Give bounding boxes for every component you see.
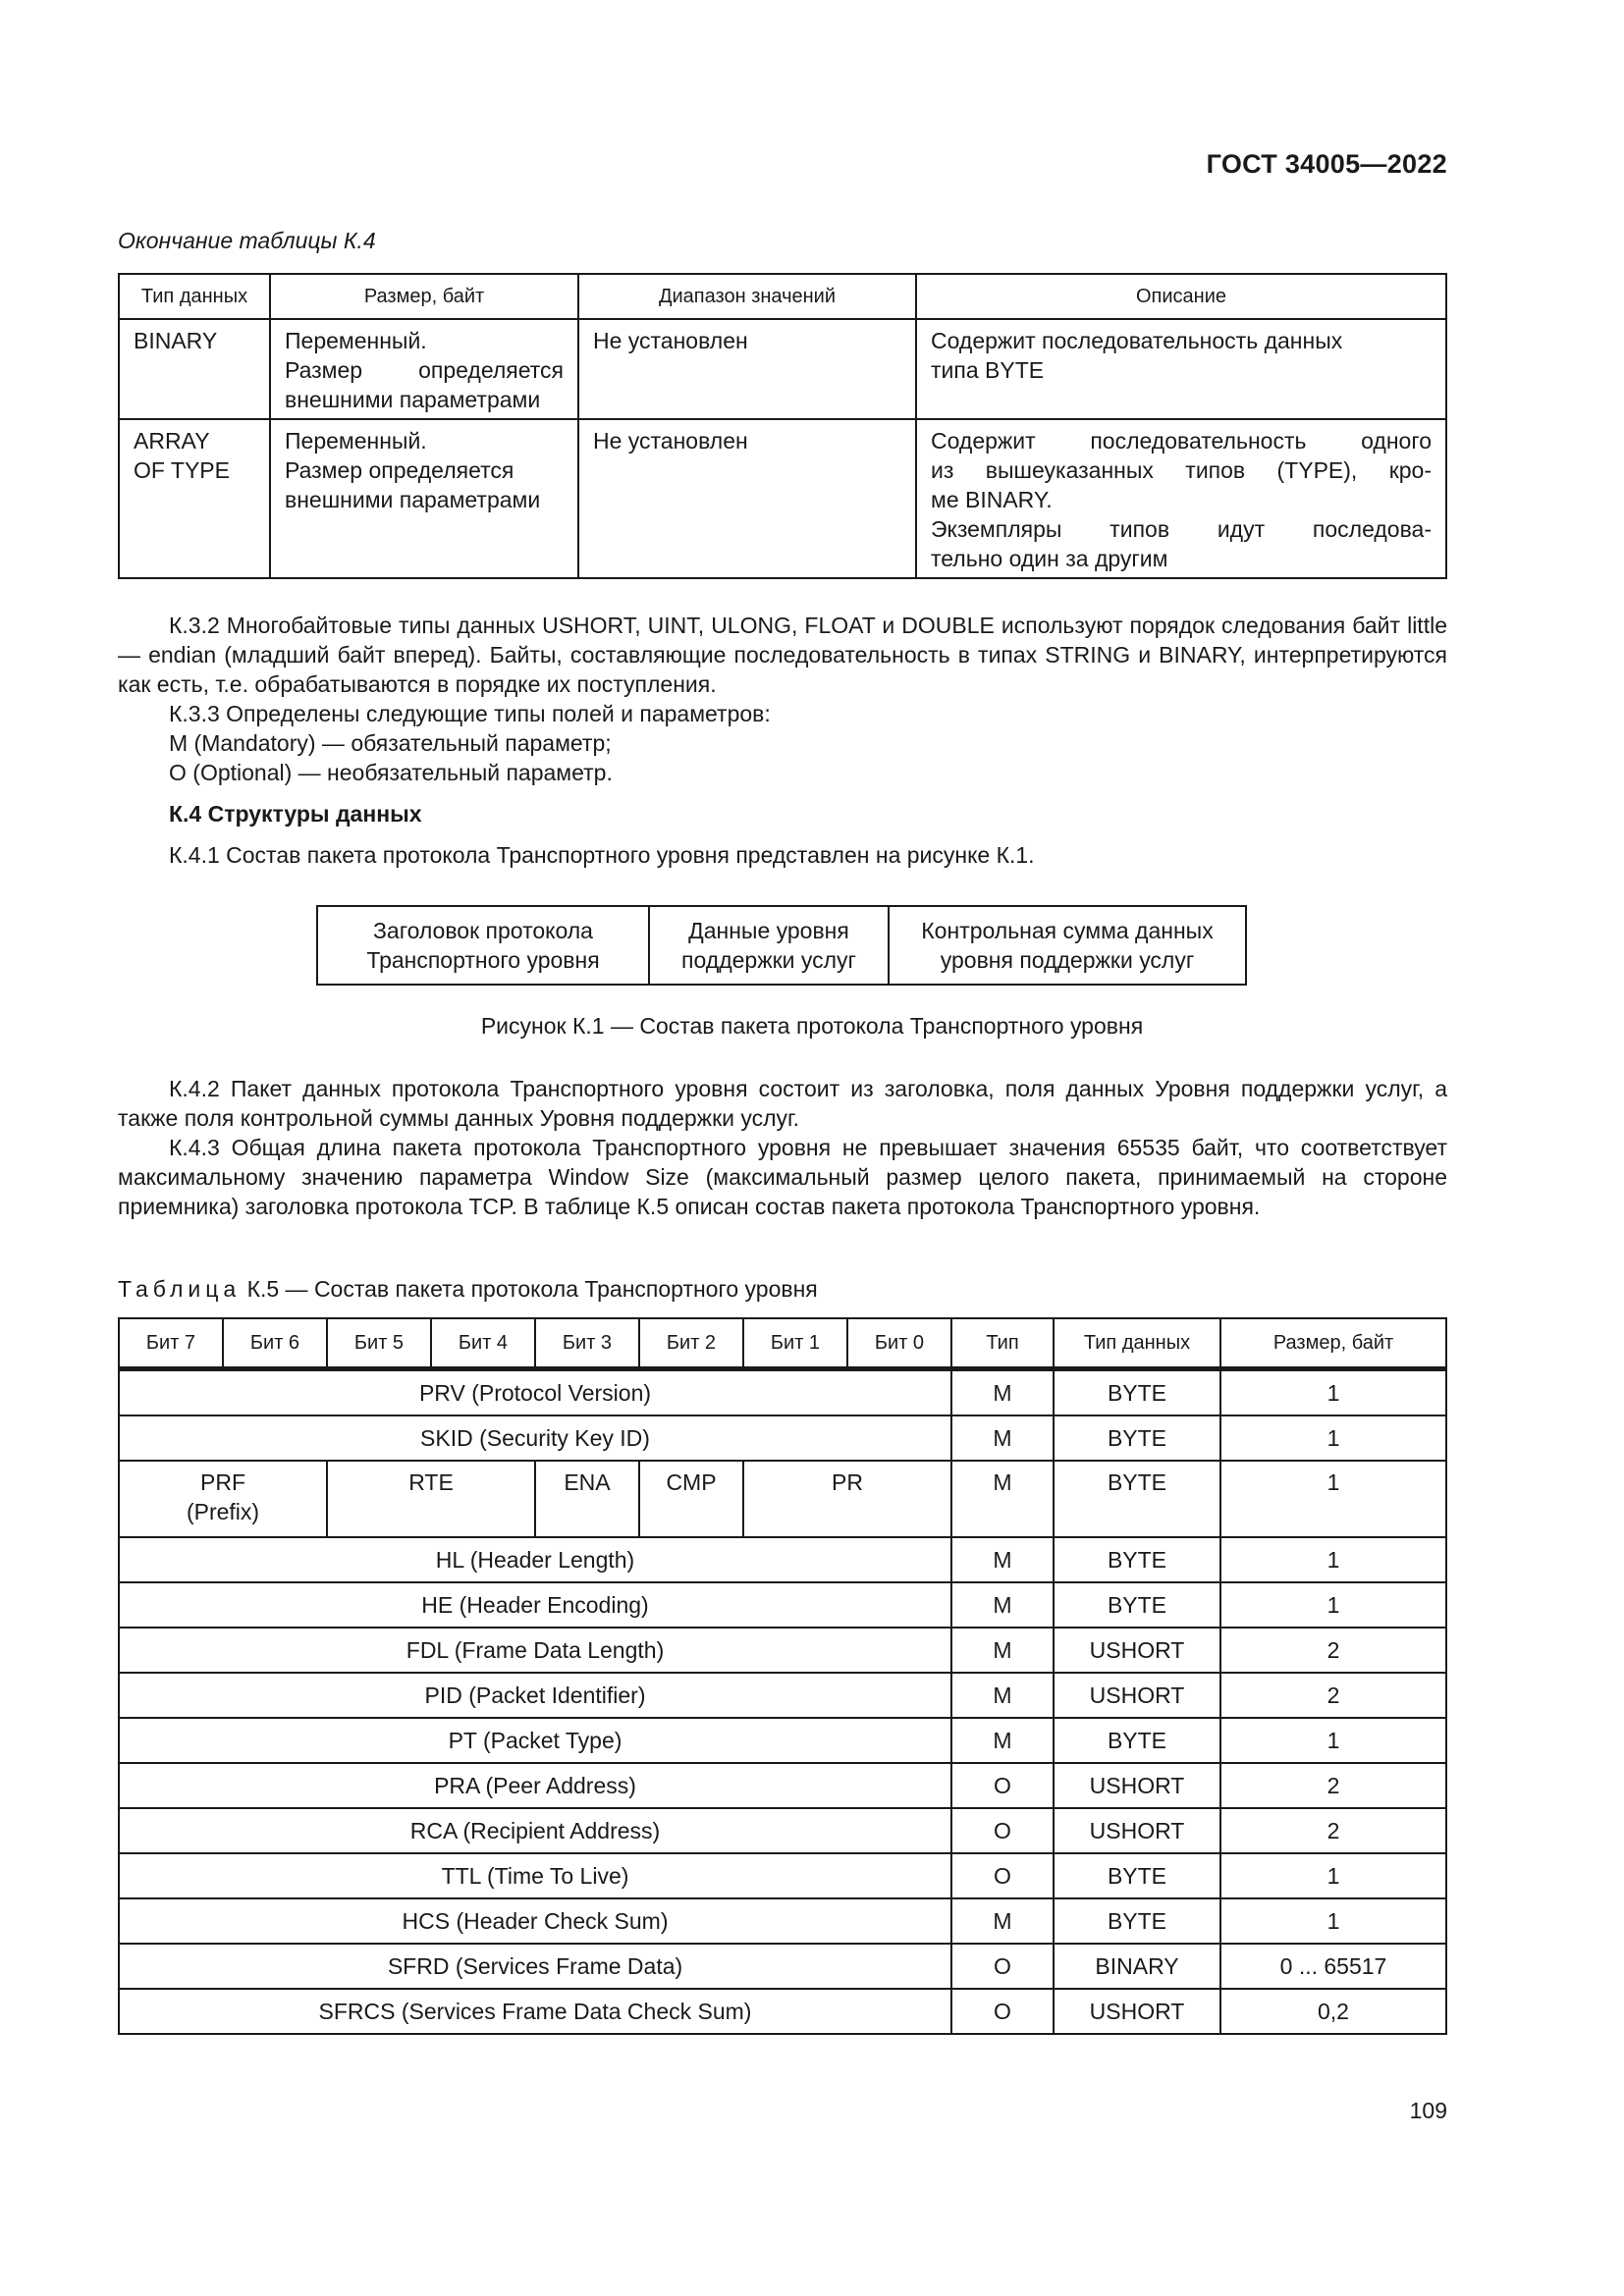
cell-line: Содержит последовательность данных	[931, 328, 1343, 353]
cell-size	[270, 419, 578, 578]
cell-field: PRV (Protocol Version)	[119, 1369, 951, 1416]
column-header: Бит 6	[223, 1318, 327, 1369]
cell-dtype: USHORT	[1054, 1763, 1220, 1808]
column-header: Бит 3	[535, 1318, 639, 1369]
column-header: Размер, байт	[1220, 1318, 1446, 1369]
cell-dtype: BYTE	[1054, 1718, 1220, 1763]
cell-line: Переменный.	[285, 428, 427, 454]
table-k5-caption	[118, 1276, 818, 1303]
cell-dtype: BYTE	[1054, 1461, 1220, 1537]
cell-dtype: USHORT	[1054, 1673, 1220, 1718]
cell-rte: RTE	[327, 1461, 535, 1537]
cell-dtype: BYTE	[1054, 1537, 1220, 1582]
cell-dtype: USHORT	[1054, 1989, 1220, 2034]
cell-dtype: BYTE	[1054, 1415, 1220, 1461]
cell-dtype: BYTE	[1054, 1582, 1220, 1628]
cell-dtype: BYTE	[1054, 1898, 1220, 1944]
cell-cmp: CMP	[639, 1461, 743, 1537]
cell-kind: O	[951, 1763, 1054, 1808]
cell-line: ме BINARY.	[931, 487, 1053, 512]
cell-field: SFRCS (Services Frame Data Check Sum)	[119, 1989, 951, 2034]
document-id: ГОСТ 34005—2022	[1206, 149, 1447, 179]
table-k4-caption: Окончание таблицы К.4	[118, 228, 376, 253]
cell-range: Не установлен	[578, 419, 916, 578]
table-row	[119, 1718, 1446, 1763]
cell-field: FDL (Frame Data Length)	[119, 1628, 951, 1673]
cell-size: 1	[1220, 1718, 1446, 1763]
cell-line: тельно один за другим	[931, 546, 1168, 571]
cell-field: TTL (Time To Live)	[119, 1853, 951, 1898]
section-heading: К.4 Структуры данных	[169, 801, 422, 827]
cell-field: SFRD (Services Frame Data)	[119, 1944, 951, 1989]
table-row	[119, 1853, 1446, 1898]
cell-description	[916, 319, 1446, 419]
cell-field: PRA (Peer Address)	[119, 1763, 951, 1808]
cell-size: 1	[1220, 1853, 1446, 1898]
table-k5-header-row	[119, 1318, 1446, 1369]
figure-k1-caption: Рисунок К.1 — Состав пакета протокола Транспортного уровня	[480, 1013, 1144, 1039]
cell-size: 1	[1220, 1582, 1446, 1628]
cell-line: (Prefix)	[186, 1499, 260, 1524]
cell-size: 1	[1220, 1898, 1446, 1944]
cell-prf	[119, 1461, 327, 1537]
column-header: Диапазон значений	[578, 274, 916, 319]
table-k5	[118, 1317, 1447, 2035]
cell-kind: O	[951, 1944, 1054, 1989]
cell-line: Контрольная сумма данных	[921, 918, 1214, 943]
cell-dtype: BYTE	[1054, 1853, 1220, 1898]
cell-line: типа BYTE	[931, 357, 1045, 383]
cell-line: Размер определяется	[285, 457, 514, 483]
cell-field: PID (Packet Identifier)	[119, 1673, 951, 1718]
cell-line: Транспортного уровня	[366, 947, 600, 973]
cell-pr: PR	[743, 1461, 951, 1537]
cell-size: 2	[1220, 1763, 1446, 1808]
cell-line: Содержит последовательность одного	[931, 428, 1432, 454]
cell-kind: M	[951, 1718, 1054, 1763]
cell-line: уровня поддержки услуг	[940, 947, 1195, 973]
cell-kind: M	[951, 1628, 1054, 1673]
cell-field: PT (Packet Type)	[119, 1718, 951, 1763]
column-header: Бит 4	[431, 1318, 535, 1369]
cell-description	[916, 419, 1446, 578]
cell-kind: M	[951, 1369, 1054, 1416]
cell-line: поддержки услуг	[681, 947, 856, 973]
cell-size: 2	[1220, 1808, 1446, 1853]
column-header: Описание	[916, 274, 1446, 319]
cell-size: 2	[1220, 1673, 1446, 1718]
cell-kind: M	[951, 1673, 1054, 1718]
column-header: Бит 7	[119, 1318, 223, 1369]
cell-size: 2	[1220, 1628, 1446, 1673]
cell-line: Заголовок протокола	[373, 918, 593, 943]
cell-kind: M	[951, 1537, 1054, 1582]
column-header: Бит 2	[639, 1318, 743, 1369]
table-row	[119, 1763, 1446, 1808]
cell-kind: M	[951, 1415, 1054, 1461]
cell-kind: O	[951, 1853, 1054, 1898]
cell-dtype: BINARY	[1054, 1944, 1220, 1989]
figure-row	[317, 906, 1246, 985]
figure-cell-data	[649, 906, 889, 985]
table-row	[119, 1989, 1446, 2034]
cell-size: 0,2	[1220, 1989, 1446, 2034]
paragraph: К.4.2 Пакет данных протокола Транспортного уровня состоит из заголовка, поля данных Уровня поддержки услуг, а также поля контрольной суммы данных Уровня поддержки услуг.	[118, 1076, 1447, 1131]
table-row	[119, 1415, 1446, 1461]
cell-line: OF TYPE	[134, 457, 230, 483]
paragraph: К.3.2 Многобайтовые типы данных USHORT, UINT, ULONG, FLOAT и DOUBLE используют порядок следования байт little — endian (младший байт вперед). Байты, составляющие последовательность в типах STRING и BINARY, интерпретируются как есть, т.е. обрабатываются в порядке их поступления.	[118, 613, 1447, 697]
paragraph: К.4.3 Общая длина пакета протокола Транспортного уровня не превышает значения 65535 байт, что соответствует максимальному значению параметра Window Size (максимальный размер целого пакета, принимаемый на стороне приемника) заголовка протокола TCP. В таблице К.5 описан состав пакета протокола Транспортного уровня.	[118, 1135, 1447, 1219]
cell-size: 1	[1220, 1537, 1446, 1582]
cell-dtype: USHORT	[1054, 1628, 1220, 1673]
paragraph: О (Optional) — необязательный параметр.	[169, 760, 613, 785]
table-row	[119, 1944, 1446, 1989]
table-title: К.5 — Состав пакета протокола Транспортного уровня	[246, 1276, 818, 1302]
cell-kind: O	[951, 1989, 1054, 2034]
cell-range: Не установлен	[578, 319, 916, 419]
cell-type: BINARY	[119, 319, 270, 419]
page-number: 109	[1409, 2098, 1447, 2123]
cell-field: HCS (Header Check Sum)	[119, 1898, 951, 1944]
cell-field: RCA (Recipient Address)	[119, 1808, 951, 1853]
cell-line: PRF	[200, 1469, 245, 1495]
table-row	[119, 1808, 1446, 1853]
table-row	[119, 1461, 1446, 1537]
column-header: Размер, байт	[270, 274, 578, 319]
figure-cell-header	[317, 906, 649, 985]
cell-kind: M	[951, 1582, 1054, 1628]
column-header: Бит 5	[327, 1318, 431, 1369]
cell-line: Экземпляры типов идут последова-	[931, 516, 1432, 542]
cell-kind: O	[951, 1808, 1054, 1853]
cell-dtype: USHORT	[1054, 1808, 1220, 1853]
column-header: Тип данных	[119, 274, 270, 319]
column-header: Бит 0	[847, 1318, 951, 1369]
table-row	[119, 1673, 1446, 1718]
body-text	[118, 611, 1447, 870]
cell-kind: M	[951, 1898, 1054, 1944]
cell-size: 1	[1220, 1461, 1446, 1537]
cell-type	[119, 419, 270, 578]
table-k4	[118, 273, 1447, 579]
column-header: Бит 1	[743, 1318, 847, 1369]
paragraph: К.3.3 Определены следующие типы полей и параметров:	[169, 701, 771, 726]
cell-ena: ENA	[535, 1461, 639, 1537]
cell-kind: M	[951, 1461, 1054, 1537]
cell-size: 1	[1220, 1369, 1446, 1416]
cell-dtype: BYTE	[1054, 1369, 1220, 1416]
cell-size: 0 ... 65517	[1220, 1944, 1446, 1989]
column-header: Тип данных	[1054, 1318, 1220, 1369]
cell-line: Переменный.	[285, 328, 427, 353]
cell-line: внешними параметрами	[285, 487, 541, 512]
table-row	[119, 1369, 1446, 1416]
cell-size	[270, 319, 578, 419]
cell-line: ARRAY	[134, 428, 210, 454]
cell-field: SKID (Security Key ID)	[119, 1415, 951, 1461]
cell-field: HE (Header Encoding)	[119, 1582, 951, 1628]
cell-line: Размер определяется	[285, 357, 564, 383]
cell-line: из вышеуказанных типов (TYPE), кро-	[931, 457, 1432, 483]
table-k4-header-row	[119, 274, 1446, 319]
figure-cell-checksum	[889, 906, 1246, 985]
cell-size: 1	[1220, 1415, 1446, 1461]
body-text	[118, 1074, 1447, 1221]
cell-line: Данные уровня	[688, 918, 849, 943]
paragraph: М (Mandatory) — обязательный параметр;	[169, 730, 612, 756]
table-row	[119, 1537, 1446, 1582]
table-row	[119, 1582, 1446, 1628]
cell-line: внешними параметрами	[285, 387, 541, 412]
table-row	[119, 319, 1446, 419]
table-row	[119, 1898, 1446, 1944]
table-label: Таблица	[118, 1276, 242, 1302]
column-header: Тип	[951, 1318, 1054, 1369]
cell-field: HL (Header Length)	[119, 1537, 951, 1582]
table-row	[119, 419, 1446, 578]
table-row	[119, 1628, 1446, 1673]
figure-k1	[316, 905, 1247, 986]
paragraph: К.4.1 Состав пакета протокола Транспортного уровня представлен на рисунке К.1.	[169, 842, 1035, 868]
